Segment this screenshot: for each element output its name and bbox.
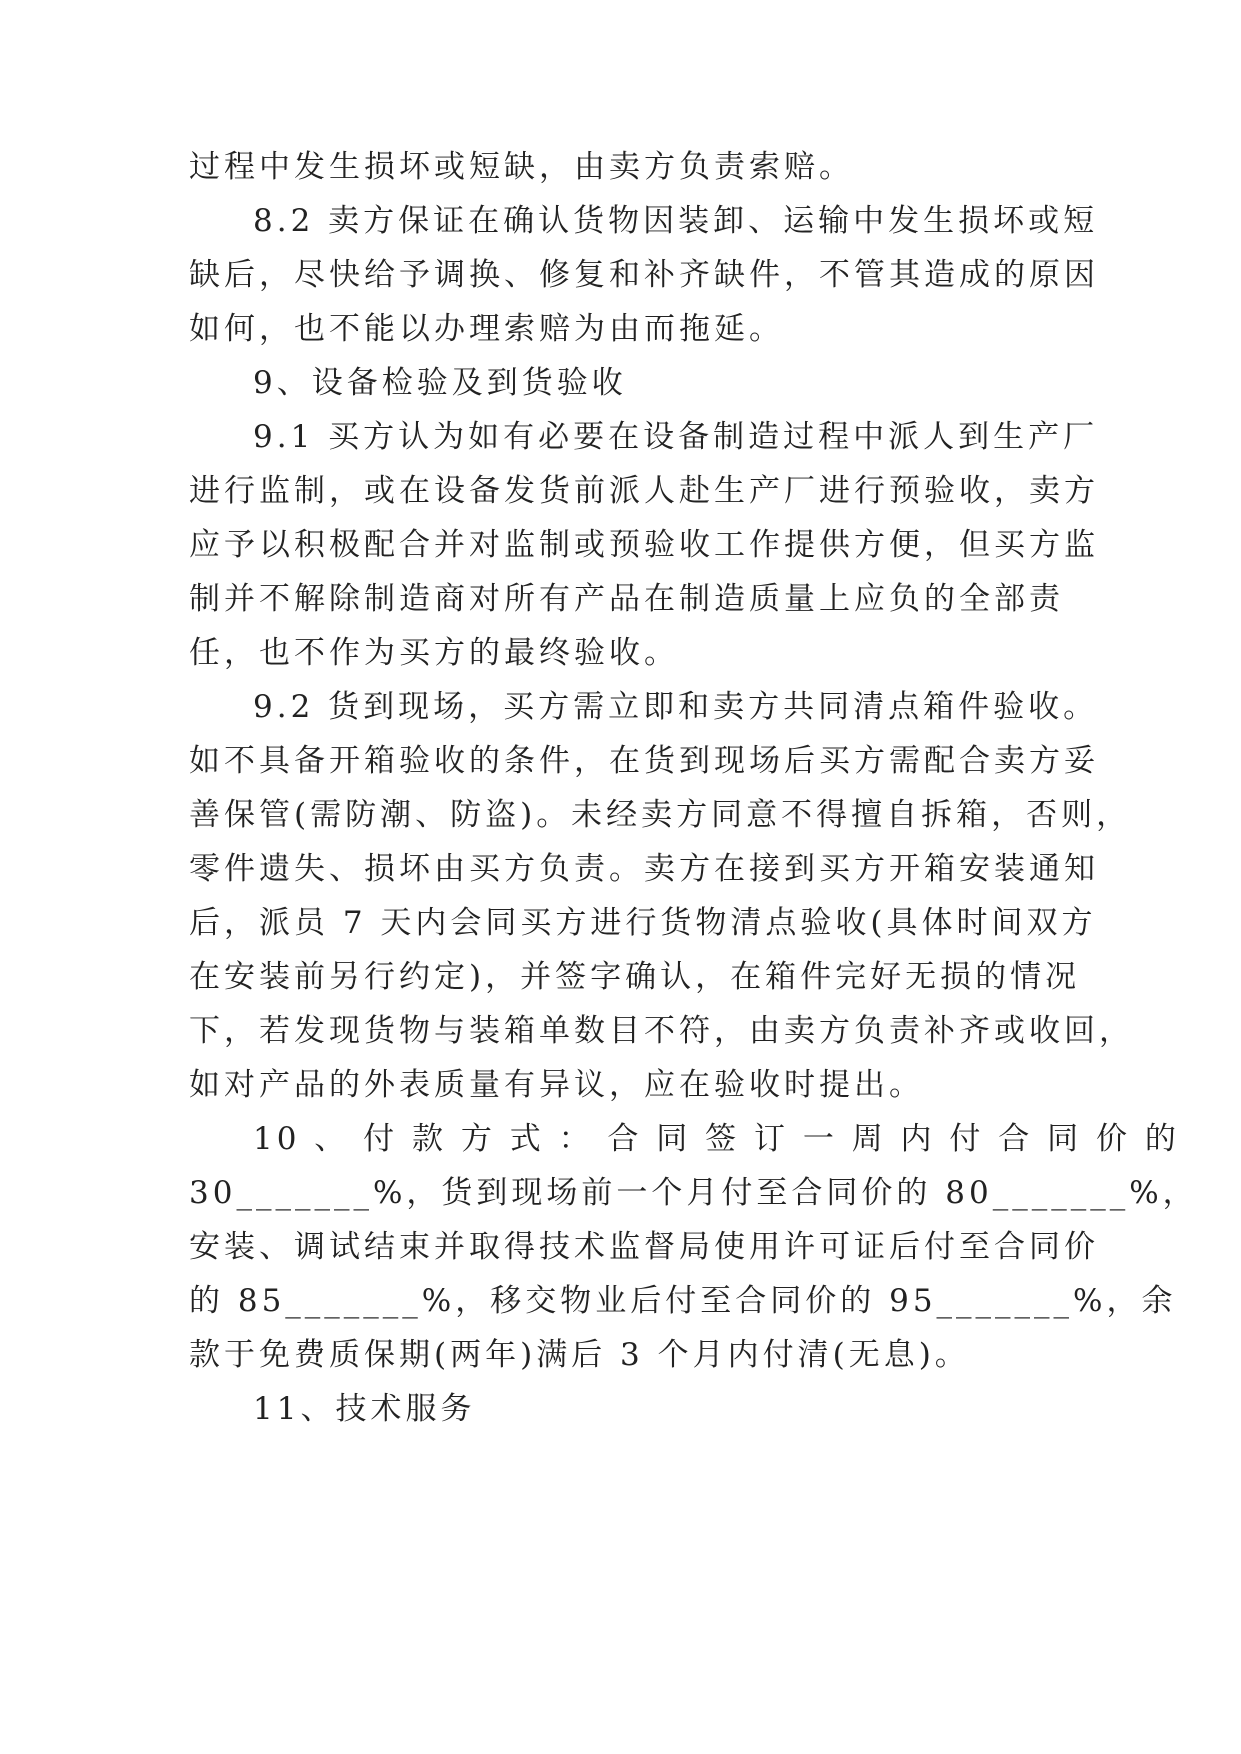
text-line: 如对产品的外表质量有异议，应在验收时提出。 bbox=[189, 1067, 924, 1103]
text-line: 9.1 买方认为如有必要在设备制造过程中派人到生产厂 bbox=[253, 419, 1099, 455]
text-line: 在安装前另行约定)，并签字确认，在箱件完好无损的情况 bbox=[189, 959, 1081, 995]
text-line: 下，若发现货物与装箱单数目不符，由卖方负责补齐或收回， bbox=[189, 1013, 1134, 1049]
text-line: 9.2 货到现场，买方需立即和卖方共同清点箱件验收。 bbox=[253, 689, 1099, 725]
text-line: 进行监制，或在设备发货前派人赴生产厂进行预验收，卖方 bbox=[189, 473, 1099, 509]
text-line: 如不具备开箱验收的条件，在货到现场后买方需配合卖方妥 bbox=[189, 743, 1099, 779]
text-line: 8.2 卖方保证在确认货物因装卸、运输中发生损坏或短 bbox=[253, 203, 1099, 239]
text-line: 款于免费质保期(两年)满后 3 个月内付清(无息)。 bbox=[189, 1337, 970, 1373]
text-line: 任，也不作为买方的最终验收。 bbox=[189, 635, 679, 671]
text-line: 如何，也不能以办理索赔为由而拖延。 bbox=[189, 311, 784, 347]
text-line: 的 85_______%，移交物业后付至合同价的 95_______%，余 bbox=[189, 1283, 1177, 1319]
section-heading: 10 、 付 款 方 式 ： 合 同 签 订 一 周 内 付 合 同 价 的 bbox=[253, 1121, 1180, 1157]
text-line: 后，派员 7 天内会同买方进行货物清点验收(具体时间双方 bbox=[189, 905, 1097, 941]
text-line: 过程中发生损坏或短缺，由卖方负责索赔。 bbox=[189, 149, 854, 185]
text-line: 零件遗失、损坏由买方负责。卖方在接到买方开箱安装通知 bbox=[189, 851, 1099, 887]
text-line: 30_______%，货到现场前一个月付至合同价的 80_______%， bbox=[189, 1175, 1198, 1211]
text-line: 缺后，尽快给予调换、修复和补齐缺件，不管其造成的原因 bbox=[189, 257, 1099, 293]
section-heading: 11、技术服务 bbox=[253, 1391, 476, 1427]
section-heading: 9、设备检验及到货验收 bbox=[253, 365, 627, 401]
text-line: 安装、调试结束并取得技术监督局使用许可证后付至合同价 bbox=[189, 1229, 1099, 1265]
text-line: 制并不解除制造商对所有产品在制造质量上应负的全部责 bbox=[189, 581, 1064, 617]
text-line: 应予以积极配合并对监制或预验收工作提供方便，但买方监 bbox=[189, 527, 1099, 563]
text-line: 善保管(需防潮、防盗)。未经卖方同意不得擅自拆箱，否则， bbox=[189, 797, 1132, 833]
